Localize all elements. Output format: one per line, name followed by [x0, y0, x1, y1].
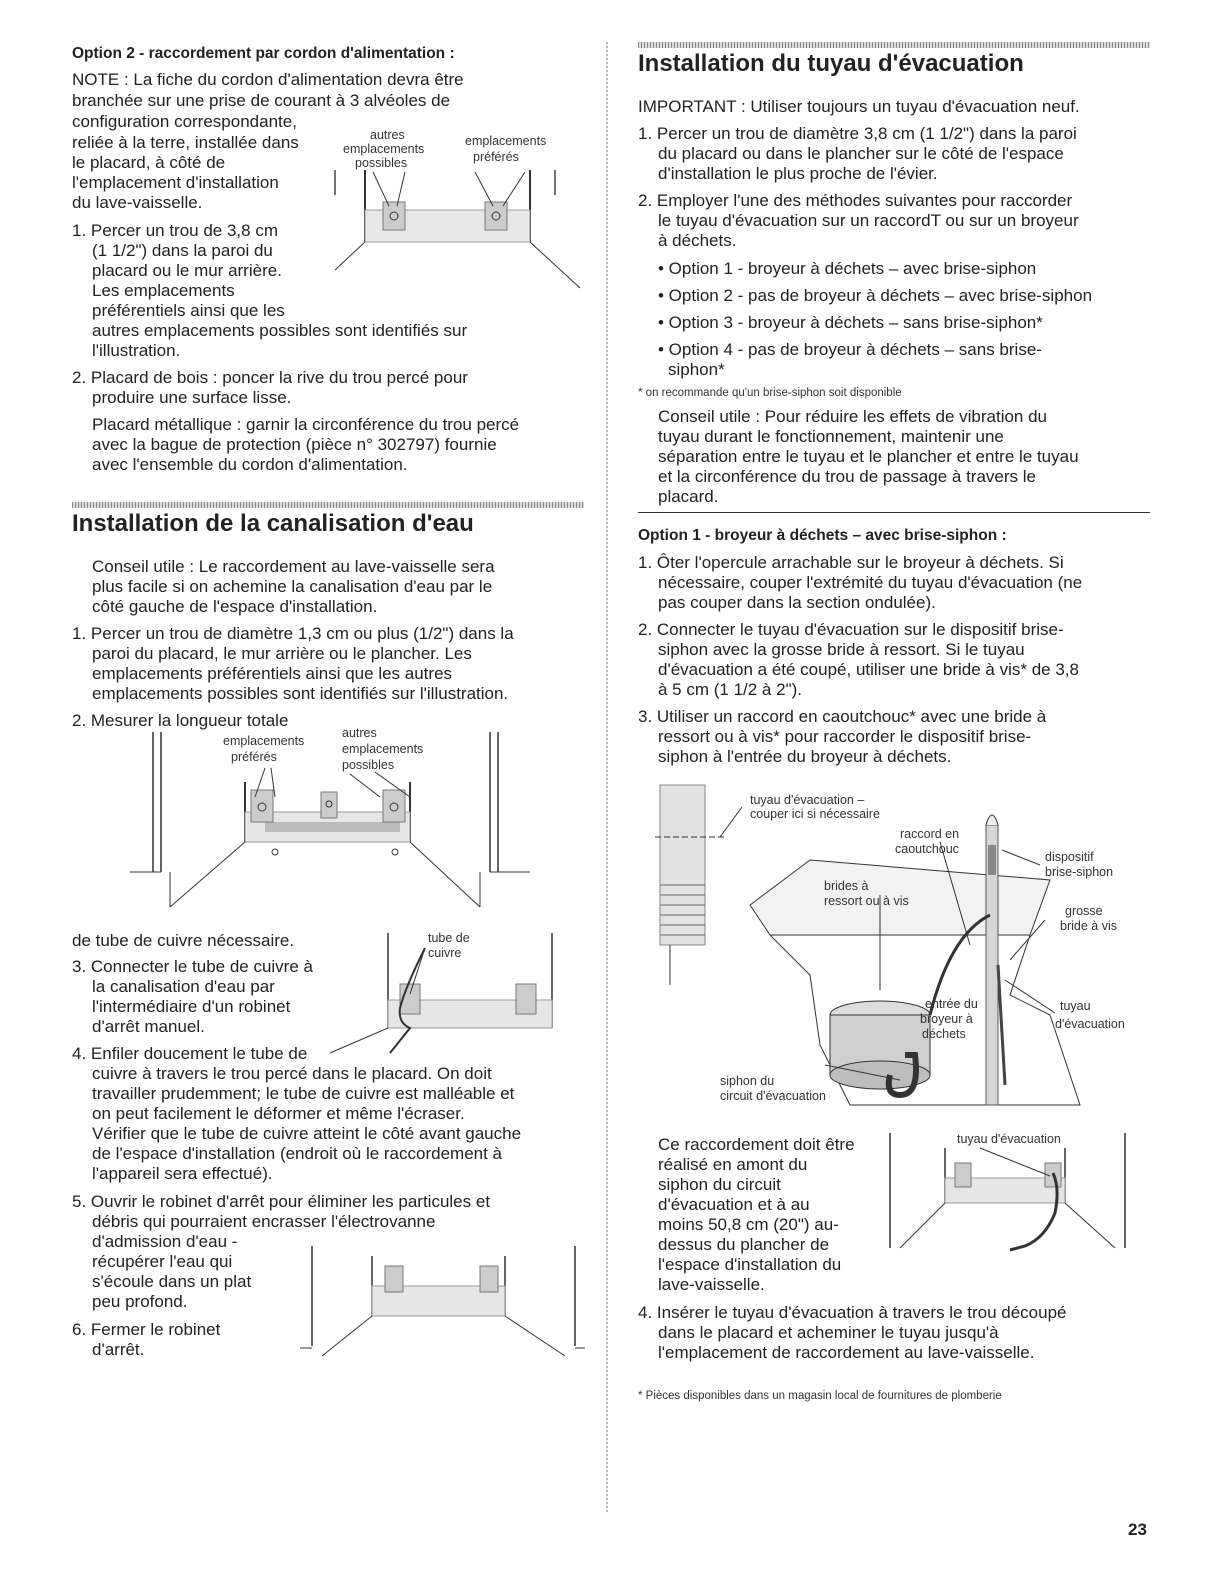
- step-line: à déchets.: [658, 231, 737, 250]
- step-line: 3. Utiliser un raccord en caoutchouc* avec une bride à: [638, 707, 1047, 726]
- fig-label: caoutchouc: [895, 842, 959, 856]
- fig-label: ressort ou à vis: [824, 894, 909, 908]
- step-line: nécessaire, couper l'extrémité du tuyau d'évacuation (ne: [658, 573, 1083, 592]
- conseil-line: plus facile si on achemine la canalisation d'eau par le: [92, 577, 493, 596]
- step-line: peu profond.: [92, 1292, 188, 1311]
- step-line: ressort ou à vis* pour raccorder le dispositif brise-: [658, 727, 1032, 746]
- step-line: 2. Connecter le tuyau d'évacuation sur le dispositif brise-: [638, 620, 1064, 639]
- note-line: reliée à la terre, installée dans: [72, 133, 299, 152]
- heading-rule: [72, 502, 584, 508]
- fig-label: emplacements: [465, 134, 547, 148]
- conseil-line: côté gauche de l'espace d'installation.: [92, 597, 378, 616]
- figure-outlet-locations: [325, 120, 590, 290]
- step-line: d'installation le plus proche de l'évier.: [658, 164, 938, 183]
- step-line: siphon avec la grosse bride à ressort. Si le tuyau: [658, 640, 1025, 659]
- conseil-line: séparation entre le tuyau et le plancher et entre le tuyau: [658, 447, 1079, 466]
- conseil-line: Conseil utile : Pour réduire les effets de vibration du: [658, 407, 1048, 426]
- step-line: paroi du placard, le mur arrière ou le plancher. Les: [92, 644, 472, 663]
- figure-drain-hose: [885, 1128, 1145, 1268]
- note-line: configuration correspondante,: [72, 112, 297, 131]
- conseil-line: Conseil utile : Le raccordement au lave-vaisselle sera: [92, 557, 495, 576]
- water-step2a: 2. Mesurer la longueur totale: [72, 711, 289, 730]
- section-rule: [638, 512, 1150, 513]
- note-line: branchée sur une prise de courant à 3 alvéoles de: [72, 91, 451, 110]
- step-line: 4. Insérer le tuyau d'évacuation à travers le trou découpé: [638, 1303, 1067, 1322]
- drain-hose-diagram: [885, 1128, 1145, 1268]
- step-line: siphon à l'entrée du broyeur à déchets.: [658, 747, 952, 766]
- step-line: 2. Placard de bois : poncer la rive du trou percé pour: [72, 368, 468, 387]
- fig-label: grosse: [1065, 904, 1103, 918]
- conseil-line: placard.: [658, 487, 719, 506]
- note-line: NOTE : La fiche du cordon d'alimentation devra être: [72, 70, 464, 89]
- step-line: placard ou le mur arrière.: [92, 261, 282, 280]
- list-item: • Option 2 - pas de broyeur à déchets – avec brise-siphon: [658, 286, 1093, 305]
- figure-flush: [300, 1236, 585, 1366]
- step-line: 6. Fermer le robinet: [72, 1320, 221, 1339]
- fig-label: autres: [342, 726, 377, 740]
- step-line: 4. Enfiler doucement le tube de: [72, 1044, 308, 1063]
- heading-water-line: Installation de la canalisation d'eau: [72, 510, 474, 537]
- step-line: dans le placard et acheminer le tuyau jusqu'à: [658, 1323, 999, 1342]
- step-line: l'appareil sera effectué).: [92, 1164, 273, 1183]
- cabinet-diagram-1: [325, 120, 590, 290]
- flush-diagram: [300, 1236, 585, 1366]
- fig-label: dispositif: [1045, 850, 1094, 864]
- water-step2b: de tube de cuivre nécessaire.: [72, 931, 295, 950]
- step-line: 2. Employer l'une des méthodes suivantes pour raccorder: [638, 191, 1073, 210]
- figure-copper-tube: [330, 928, 570, 1058]
- fig-label: cuivre: [428, 946, 462, 960]
- step-line: Vérifier que le tube de cuivre atteint le côté avant gauche: [92, 1124, 522, 1143]
- page-number: 23: [1128, 1520, 1147, 1539]
- fig-label: emplacements: [343, 142, 425, 156]
- footnote-pieces: * Pièces disponibles dans un magasin local de fournitures de plomberie: [638, 1390, 1002, 1402]
- list-item: • Option 4 - pas de broyeur à déchets – sans brise-: [658, 340, 1042, 359]
- paragraph-line: l'espace d'installation du: [658, 1255, 842, 1274]
- conseil-line: tuyau durant le fonctionnement, maintenir une: [658, 427, 1004, 446]
- fig-label: siphon du: [720, 1074, 775, 1088]
- footnote-brise-siphon: * on recommande qu'un brise-siphon soit disponible: [638, 387, 902, 399]
- step-line: d'admission d'eau -: [92, 1232, 238, 1251]
- step-line: (1 1/2") dans la paroi du: [92, 241, 273, 260]
- paragraph-line: réalisé en amont du: [658, 1155, 808, 1174]
- step-line: emplacements possibles sont identifiés sur l'illustration.: [92, 684, 509, 703]
- fig-label: préférés: [473, 150, 519, 164]
- conseil-line: et la circonférence du trou de passage à travers le: [658, 467, 1036, 486]
- figure-disposer: [650, 785, 1150, 1115]
- fig-label: brides à: [824, 879, 869, 893]
- fig-label: tuyau: [1060, 999, 1091, 1013]
- paragraph-line: siphon du circuit: [658, 1175, 781, 1194]
- step-line: récupérer l'eau qui: [92, 1252, 233, 1271]
- fig-label: déchets: [922, 1027, 966, 1041]
- fig-label: tube de: [428, 931, 470, 945]
- paragraph-line: d'évacuation et à au: [658, 1195, 810, 1214]
- paragraph-line: dessus du plancher de: [658, 1235, 830, 1254]
- step-line: travailler prudemment; le tube de cuivre est malléable et: [92, 1084, 515, 1103]
- heading-drain: Installation du tuyau d'évacuation: [638, 50, 1024, 77]
- fig-label: tuyau d'évacuation –: [750, 793, 865, 807]
- fig-label: d'évacuation: [1055, 1017, 1125, 1031]
- step-line: l'intermédiaire d'un robinet: [92, 997, 291, 1016]
- step-line: 1. Percer un trou de 3,8 cm: [72, 221, 278, 240]
- step-line: produire une surface lisse.: [92, 388, 292, 407]
- note-line: l'emplacement d'installation: [72, 173, 279, 192]
- fig-label: possibles: [355, 156, 408, 170]
- step-line: pas couper dans la section ondulée).: [658, 593, 936, 612]
- step-line: emplacements préférentiels ainsi que les autres: [92, 664, 453, 683]
- step-line: s'écoule dans un plat: [92, 1272, 252, 1291]
- step-line: d'arrêt.: [92, 1340, 145, 1359]
- step-line: d'évacuation a été coupé, utiliser une bride à vis* de 3,8: [658, 660, 1079, 679]
- fig-label: possibles: [342, 758, 395, 772]
- fig-label: brise-siphon: [1045, 865, 1114, 879]
- option2-title: Option 2 - raccordement par cordon d'alimentation :: [72, 45, 455, 62]
- figure-water-locations: [125, 722, 535, 912]
- step-line: on peut facilement le déformer et même l'écraser.: [92, 1104, 465, 1123]
- fig-label: bride à vis: [1060, 919, 1117, 933]
- column-divider: [606, 42, 608, 1512]
- step-line: la canalisation d'eau par: [92, 977, 275, 996]
- step-line: à 5 cm (1 1/2 à 2").: [658, 680, 802, 699]
- fig-label: autres: [370, 128, 405, 142]
- heading-rule: [638, 42, 1150, 48]
- step-line: autres emplacements possibles sont identifiés sur: [92, 321, 468, 340]
- option1-title: Option 1 - broyeur à déchets – avec brise-siphon :: [638, 527, 1007, 544]
- note-line: du lave-vaisselle.: [72, 193, 203, 212]
- important-note: IMPORTANT : Utiliser toujours un tuyau d'évacuation neuf.: [638, 97, 1080, 116]
- fig-label: emplacements: [223, 734, 305, 748]
- step-line: le tuyau d'évacuation sur un raccordT ou sur un broyeur: [658, 211, 1079, 230]
- step-line: avec l'ensemble du cordon d'alimentation.: [92, 455, 408, 474]
- step-line: l'illustration.: [92, 341, 181, 360]
- fig-label: couper ici si nécessaire: [750, 807, 880, 821]
- fig-label: tuyau d'évacuation: [957, 1132, 1061, 1146]
- list-item: • Option 3 - broyeur à déchets – sans brise-siphon*: [658, 313, 1043, 332]
- step-line: débris qui pourraient encrasser l'électrovanne: [92, 1212, 436, 1231]
- step-line: du placard ou dans le plancher sur le côté de l'espace: [658, 144, 1064, 163]
- fig-label: emplacements: [342, 742, 424, 756]
- fig-label: préférés: [231, 750, 277, 764]
- step-line: avec la bague de protection (pièce n° 302797) fournie: [92, 435, 497, 454]
- step-line: 1. Percer un trou de diamètre 1,3 cm ou plus (1/2") dans la: [72, 624, 514, 643]
- paragraph-line: Ce raccordement doit être: [658, 1135, 855, 1154]
- step-line: Les emplacements: [92, 281, 235, 300]
- list-item: siphon*: [668, 360, 725, 379]
- step-line: 5. Ouvrir le robinet d'arrêt pour éliminer les particules et: [72, 1192, 491, 1211]
- list-item: • Option 1 - broyeur à déchets – avec brise-siphon: [658, 259, 1037, 278]
- fig-label: raccord en: [900, 827, 960, 841]
- step-line: 1. Percer un trou de diamètre 3,8 cm (1 1/2") dans la paroi: [638, 124, 1077, 143]
- fig-label: circuit d'évacuation: [720, 1089, 826, 1103]
- note-line: le placard, à côté de: [72, 153, 226, 172]
- copper-tube-diagram: [330, 928, 570, 1058]
- step-line: d'arrêt manuel.: [92, 1017, 205, 1036]
- step-line: cuivre à travers le trou percé dans le placard. On doit: [92, 1064, 492, 1083]
- paragraph-line: moins 50,8 cm (20") au-: [658, 1215, 839, 1234]
- step-line: l'emplacement de raccordement au lave-vaisselle.: [658, 1343, 1035, 1362]
- step-line: 3. Connecter le tube de cuivre à: [72, 957, 313, 976]
- step-line: de l'espace d'installation (endroit où le raccordement à: [92, 1144, 503, 1163]
- fig-label: entrée du: [925, 997, 978, 1011]
- paragraph-line: lave-vaisselle.: [658, 1275, 765, 1294]
- cabinet-diagram-2: [125, 722, 535, 912]
- fig-label: broyeur à: [920, 1012, 973, 1026]
- step-line: préférentiels ainsi que les: [92, 301, 285, 320]
- step-line: Placard métallique : garnir la circonférence du trou percé: [92, 415, 520, 434]
- step-line: 1. Ôter l'opercule arrachable sur le broyeur à déchets. Si: [638, 553, 1064, 572]
